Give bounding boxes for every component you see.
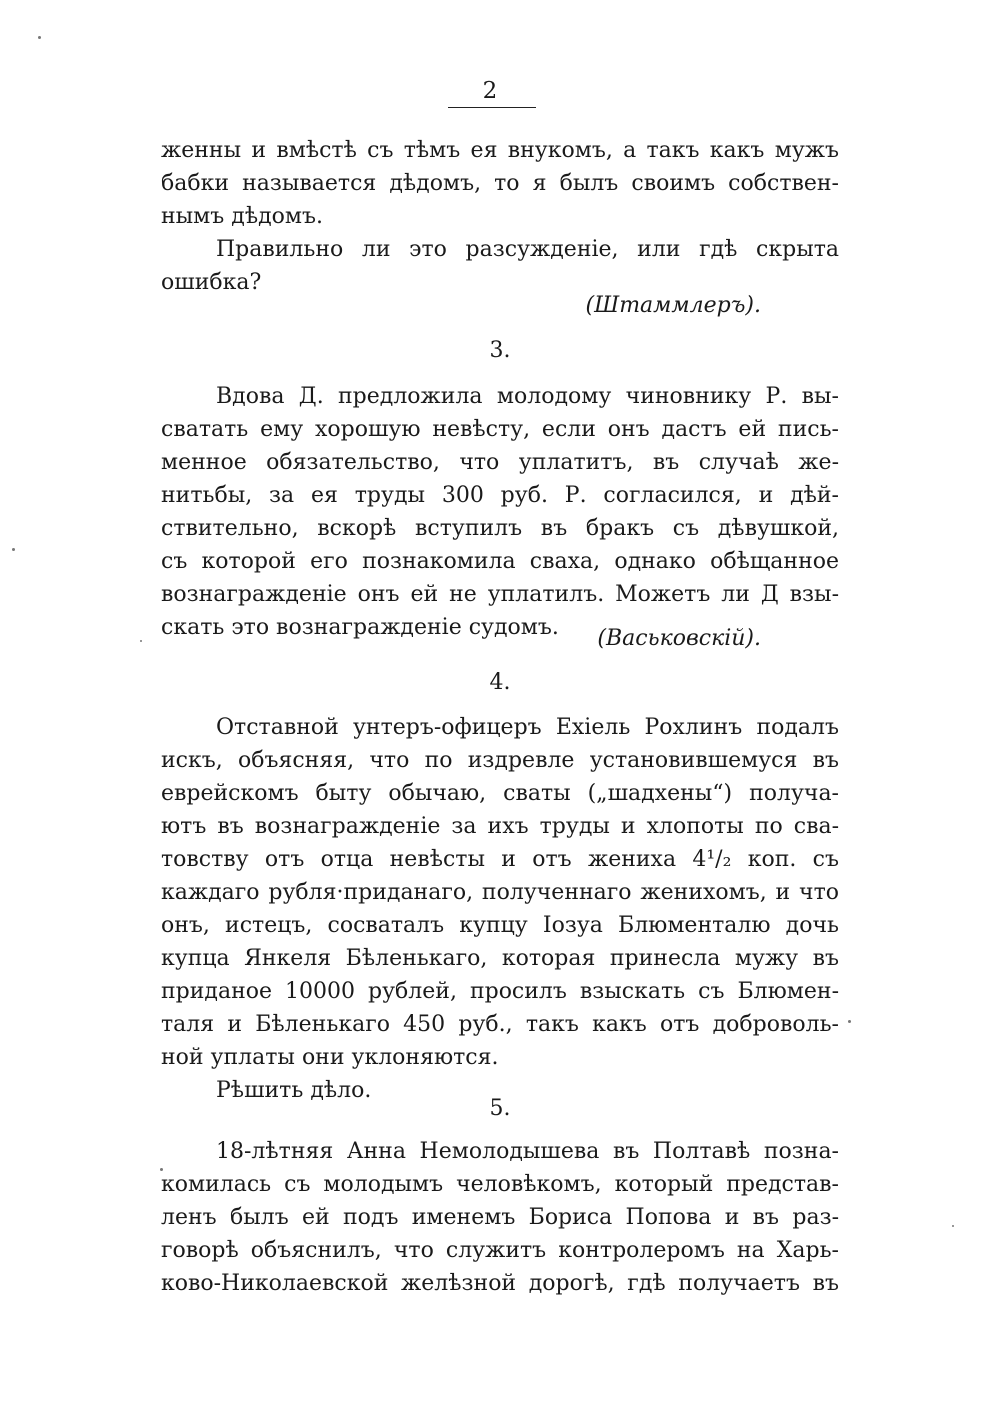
scan-speck [952,1225,954,1227]
section-3-heading [161,334,839,367]
text-line: онъ, истецъ, сосваталъ купцу Іозуа Блюменталю дочь [161,913,839,938]
scan-speck [38,36,41,39]
text-line: нитьбы, за ея труды 300 руб. Р. согласился, и дѣй- [161,483,839,508]
intro-line: бабки называется дѣдомъ, то я былъ своимъ собствен- [161,171,839,196]
text-line: ной уплаты они уклоняются. [161,1045,499,1070]
text-line: Вдова Д. предложила молодому чиновнику Р. вы- [216,384,839,409]
scan-speck [160,1168,163,1171]
section-3-paragraph [161,380,839,644]
section-heading: 4. [489,670,511,695]
text-line: говорѣ объяснилъ, что служитъ контролеромъ на Харь- [161,1238,839,1263]
text-line: ленъ былъ ей подъ именемъ Бориса Попова и въ раз- [161,1205,839,1230]
intro-line: женны и вмѣстѣ съ тѣмъ ея внукомъ, а такъ какъ мужъ [161,138,839,163]
text-line: ково-Николаевской желѣзной дорогѣ, гдѣ получаетъ въ [161,1271,839,1296]
text-line: Отставной унтеръ-офицеръ Ехіель Рохлинъ подалъ [216,715,839,740]
signature-vaskovsky [161,622,839,655]
text-line: скать это вознагражденіе судомъ. [161,615,559,640]
text-line: менное обязательство, что уплатитъ, въ случаѣ же- [161,450,839,475]
text-line: сватать ему хорошую невѣсту, если онъ дастъ ей пись- [161,417,839,442]
intro-line: нымъ дѣдомъ. [161,204,323,229]
question-line: ошибка? [161,270,262,295]
signature-stammler [161,289,839,322]
section-4-heading [161,666,839,699]
section-heading: 5. [489,1096,511,1121]
section-5-paragraph [161,1135,839,1300]
section-5-heading [161,1092,839,1125]
text-line: товству отъ отца невѣсты и отъ жениха 4¹/₂ коп. съ [161,847,839,872]
text-line: каждаго рубля·приданаго, полученнаго женихомъ, и что [161,880,839,905]
text-line: вознагражденіе онъ ей не уплатилъ. Можетъ ли Д взы- [161,582,839,607]
closing-line: Рѣшить дѣло. [216,1078,372,1103]
text-line: съ которой его познакомила сваха, однако обѣщанное [161,549,839,574]
section-4-paragraph [161,711,839,1107]
text-line: 18-лѣтняя Анна Немолодышева въ Полтавѣ позна- [216,1139,839,1164]
question-line: Правильно ли это разсужденіе, или гдѣ скрыта [216,237,839,262]
intro-paragraph [161,134,839,233]
text-line: комилась съ молодымъ человѣкомъ, который представ- [161,1172,839,1197]
author-signature: (Васьковскій). [597,626,761,651]
scan-speck [12,548,15,551]
page-number: 2 [482,78,498,104]
section-heading: 3. [489,338,511,363]
text-line: купца Янкеля Бѣленькаго, которая принесла мужу въ [161,946,839,971]
author-signature: (Штаммлеръ). [585,293,761,318]
text-line: ютъ въ вознагражденіе за ихъ труды и хлопоты по сва- [161,814,839,839]
page-number-rule [448,107,536,108]
text-line: приданое 10000 рублей, просилъ взыскать съ Блюмен- [161,979,839,1004]
text-line: таля и Бѣленькаго 450 руб., такъ какъ отъ доброволь- [161,1012,839,1037]
scan-speck [848,1020,851,1023]
scan-speck [140,640,142,642]
text-line: искъ, объясняя, что по издревле установившемуся въ [161,748,839,773]
text-line: еврейскомъ быту обычаю, сваты („шадхены“) получа- [161,781,839,806]
text-line: ствительно, вскорѣ вступилъ въ бракъ съ дѣвушкой, [161,516,839,541]
